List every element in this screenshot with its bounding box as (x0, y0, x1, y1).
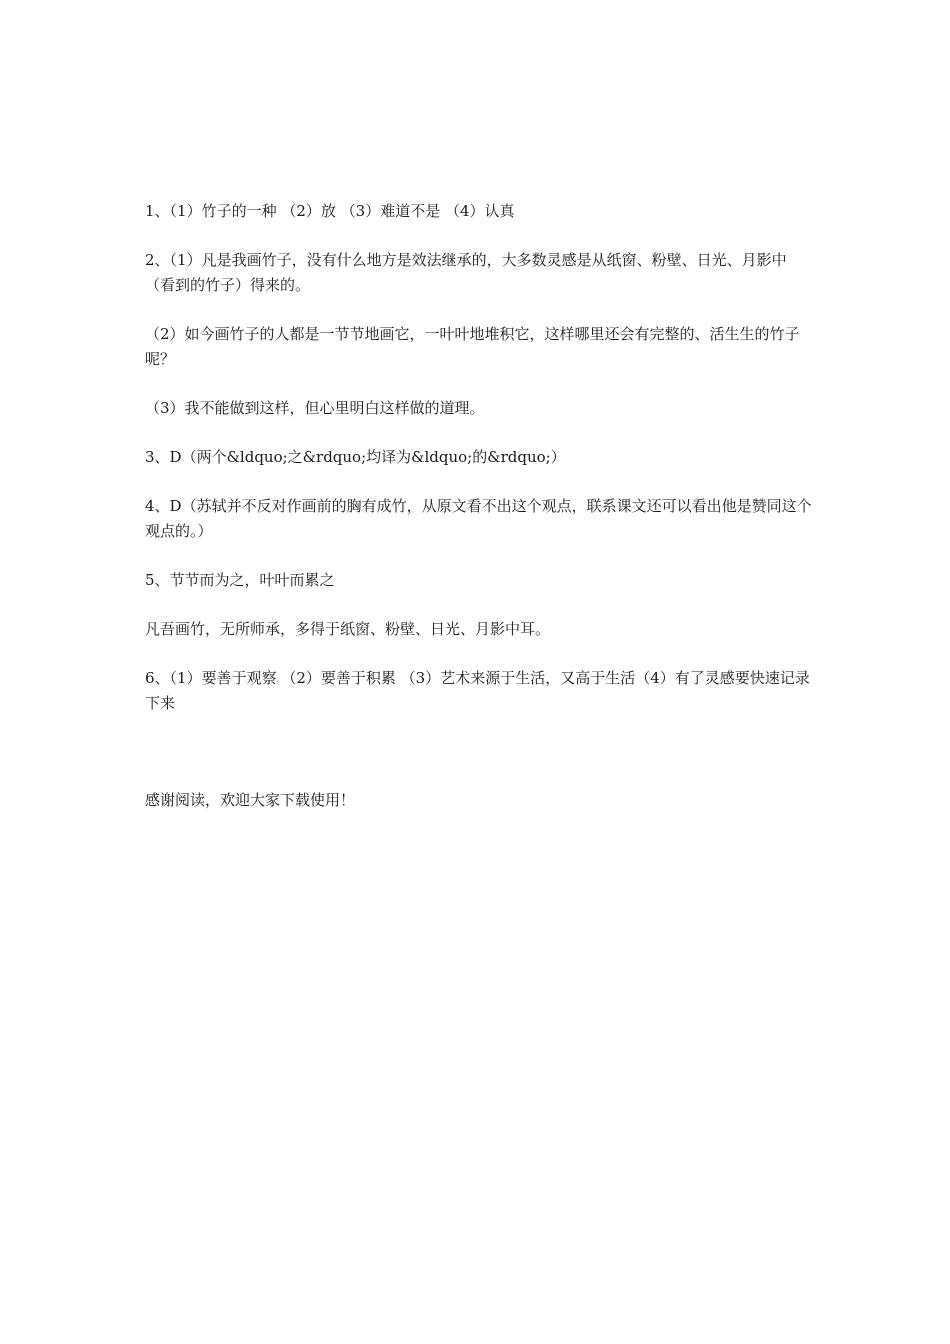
spacer (145, 740, 813, 788)
answer-1: 1、（1）竹子的一种 （2）放 （3）难道不是 （4）认真 (145, 202, 515, 220)
answer-3: 3、D（两个&ldquo;之&rdquo;均译为&ldquo;的&rdquo;） (145, 448, 566, 466)
answer-5: 5、节节而为之，叶叶而累之 (145, 571, 335, 589)
answer-6: 6、（1）要善于观察 （2）要善于积累 （3）艺术来源于生活，又高于生活（4）有了灵感要快速记录下来 (145, 669, 810, 712)
answer-2-3: （3）我不能做到这样，但心里明白这样做的道理。 (145, 399, 485, 417)
answer-4: 4、D（苏轼并不反对作画前的胸有成竹，从原文看不出这个观点，联系课文还可以看出他是赞同这个观点的。） (145, 497, 812, 540)
document-body (145, 199, 813, 837)
answer-5-quote: 凡吾画竹，无所师承，多得于纸窗、粉壁、日光、月影中耳。 (145, 620, 551, 638)
answer-2-1: 2、（1）凡是我画竹子，没有什么地方是效法继承的，大多数灵感是从纸窗、粉壁、日光、月影中（看到的竹子）得来的。 (145, 251, 787, 294)
answer-2-2: （2）如今画竹子的人都是一节节地画它，一叶叶地堆积它，这样哪里还会有完整的、活生生的竹子呢？ (145, 325, 800, 368)
closing-note: 感谢阅读，欢迎大家下载使用！ (145, 791, 356, 809)
